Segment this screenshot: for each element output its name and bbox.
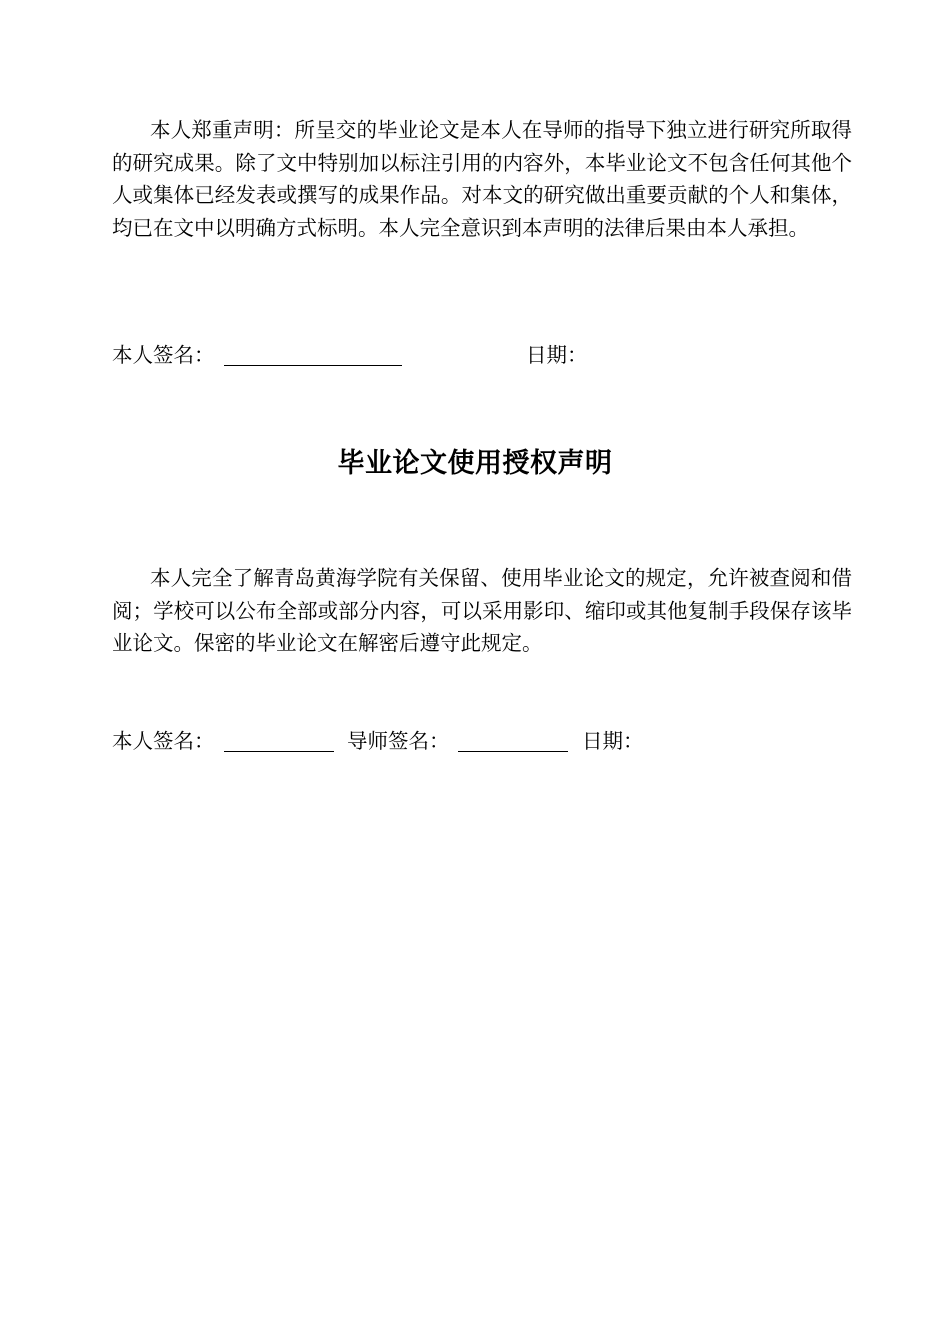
declaration-date-label: 日期：: [526, 343, 588, 367]
advisor-signature-line[interactable]: [458, 751, 568, 752]
authorization-declaration-text: 本人完全了解青岛黄海学院有关保留、使用毕业论文的规定，允许被查阅和借阅；学校可以公布全部或部分内容，可以采用影印、缩印或其他复制手段保存该毕业论文。保密的毕业论文在解密后遵守此规定。: [112, 566, 852, 655]
author-signature-line[interactable]: [224, 751, 334, 752]
originality-declaration-text: 本人郑重声明：所呈交的毕业论文是本人在导师的指导下独立进行研究所取得的研究成果。除了文中特别加以标注引用的内容外，本毕业论文不包含任何其他个人或集体已经发表或撰写的成果作品。对本文的研究做出重要贡献的个人和集体，均已在文中以明确方式标明。本人完全意识到本声明的法律后果由本人承担。: [112, 118, 852, 240]
authorization-date-label: 日期：: [582, 729, 644, 753]
advisor-signature-label: 导师签名：: [347, 729, 450, 753]
author-signature-line[interactable]: [224, 365, 402, 366]
author-signature-label: 本人签名：: [112, 729, 215, 753]
author-signature-label: 本人签名：: [112, 343, 215, 367]
authorization-title: 毕业论文使用授权声明: [337, 448, 613, 479]
